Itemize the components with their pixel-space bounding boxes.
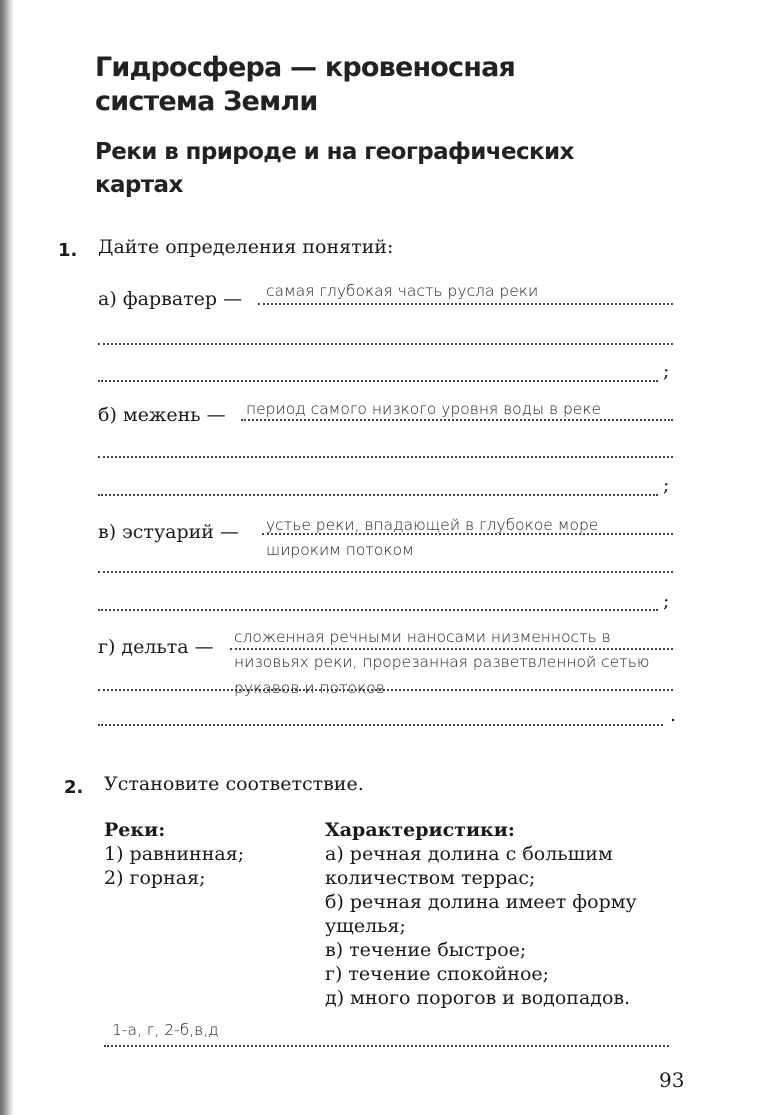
handwritten-answer: устье реки, впадающей в глубокое море	[266, 516, 599, 534]
task-2-number: 2.	[64, 777, 84, 798]
rivers-heading: Реки:	[104, 819, 166, 841]
answer-line	[104, 1045, 669, 1047]
answer-line	[98, 456, 673, 458]
term-label-low-water: б) межень —	[98, 404, 226, 426]
characteristic-line: количеством террас;	[325, 867, 536, 889]
term-label-fairway: а) фарватер —	[98, 288, 243, 310]
characteristic-line: г) течение спокойное;	[325, 963, 550, 985]
task-1-prompt: Дайте определения понятий:	[98, 236, 394, 258]
answer-line	[98, 343, 673, 345]
characteristic-line: а) речная долина с большим	[325, 843, 613, 865]
handwritten-answer: самая глубокая часть русла реки	[266, 282, 539, 300]
handwritten-answer: низовьях реки, прорезанная разветвленной сетью	[234, 653, 650, 671]
handwritten-answer: широким потоком	[266, 541, 414, 559]
answer-line	[98, 380, 658, 382]
term-label-delta: г) дельта —	[98, 636, 214, 658]
handwritten-answer: рукавов и потоков	[234, 679, 385, 697]
answer-line	[241, 419, 673, 421]
river-type-item: 2) горная;	[104, 867, 206, 889]
characteristics-heading: Характеристики:	[325, 819, 515, 841]
line-end-punctuation: ;	[663, 590, 670, 612]
handwritten-answer: период самого низкого уровня воды в реке	[246, 400, 602, 418]
handwritten-answer: 1-а, г, 2-б,в,д	[112, 1021, 219, 1039]
page-title-line-2: система Земли	[95, 86, 318, 117]
line-end-punctuation: ;	[663, 360, 670, 382]
page-binding-shadow	[0, 0, 14, 1115]
handwritten-answer: сложенная речными наносами низменность в	[234, 628, 611, 646]
river-type-item: 1) равнинная;	[104, 843, 245, 865]
line-end-punctuation: ;	[663, 474, 670, 496]
section-title-line-1: Реки в природе и на географических	[95, 139, 574, 165]
answer-line	[98, 571, 673, 573]
characteristic-line: ущелья;	[325, 915, 406, 937]
characteristic-line: б) речная долина имеет форму	[325, 891, 637, 913]
answer-line	[98, 689, 673, 691]
task-2-prompt: Установите соответствие.	[104, 773, 364, 795]
page-title-line-1: Гидросфера — кровеносная	[95, 52, 516, 83]
task-1-number: 1.	[58, 240, 78, 261]
characteristic-line: в) течение быстрое;	[325, 939, 527, 961]
answer-line	[98, 724, 663, 726]
answer-line	[98, 494, 658, 496]
answer-line	[230, 648, 673, 650]
answer-line	[98, 609, 658, 611]
characteristic-line: д) много порогов и водопадов.	[325, 987, 631, 1009]
line-end-punctuation: .	[670, 704, 677, 726]
page-number: 93	[659, 1068, 685, 1092]
section-title-line-2: картах	[95, 172, 183, 198]
term-label-estuary: в) эстуарий —	[98, 521, 239, 543]
answer-line	[258, 303, 673, 305]
